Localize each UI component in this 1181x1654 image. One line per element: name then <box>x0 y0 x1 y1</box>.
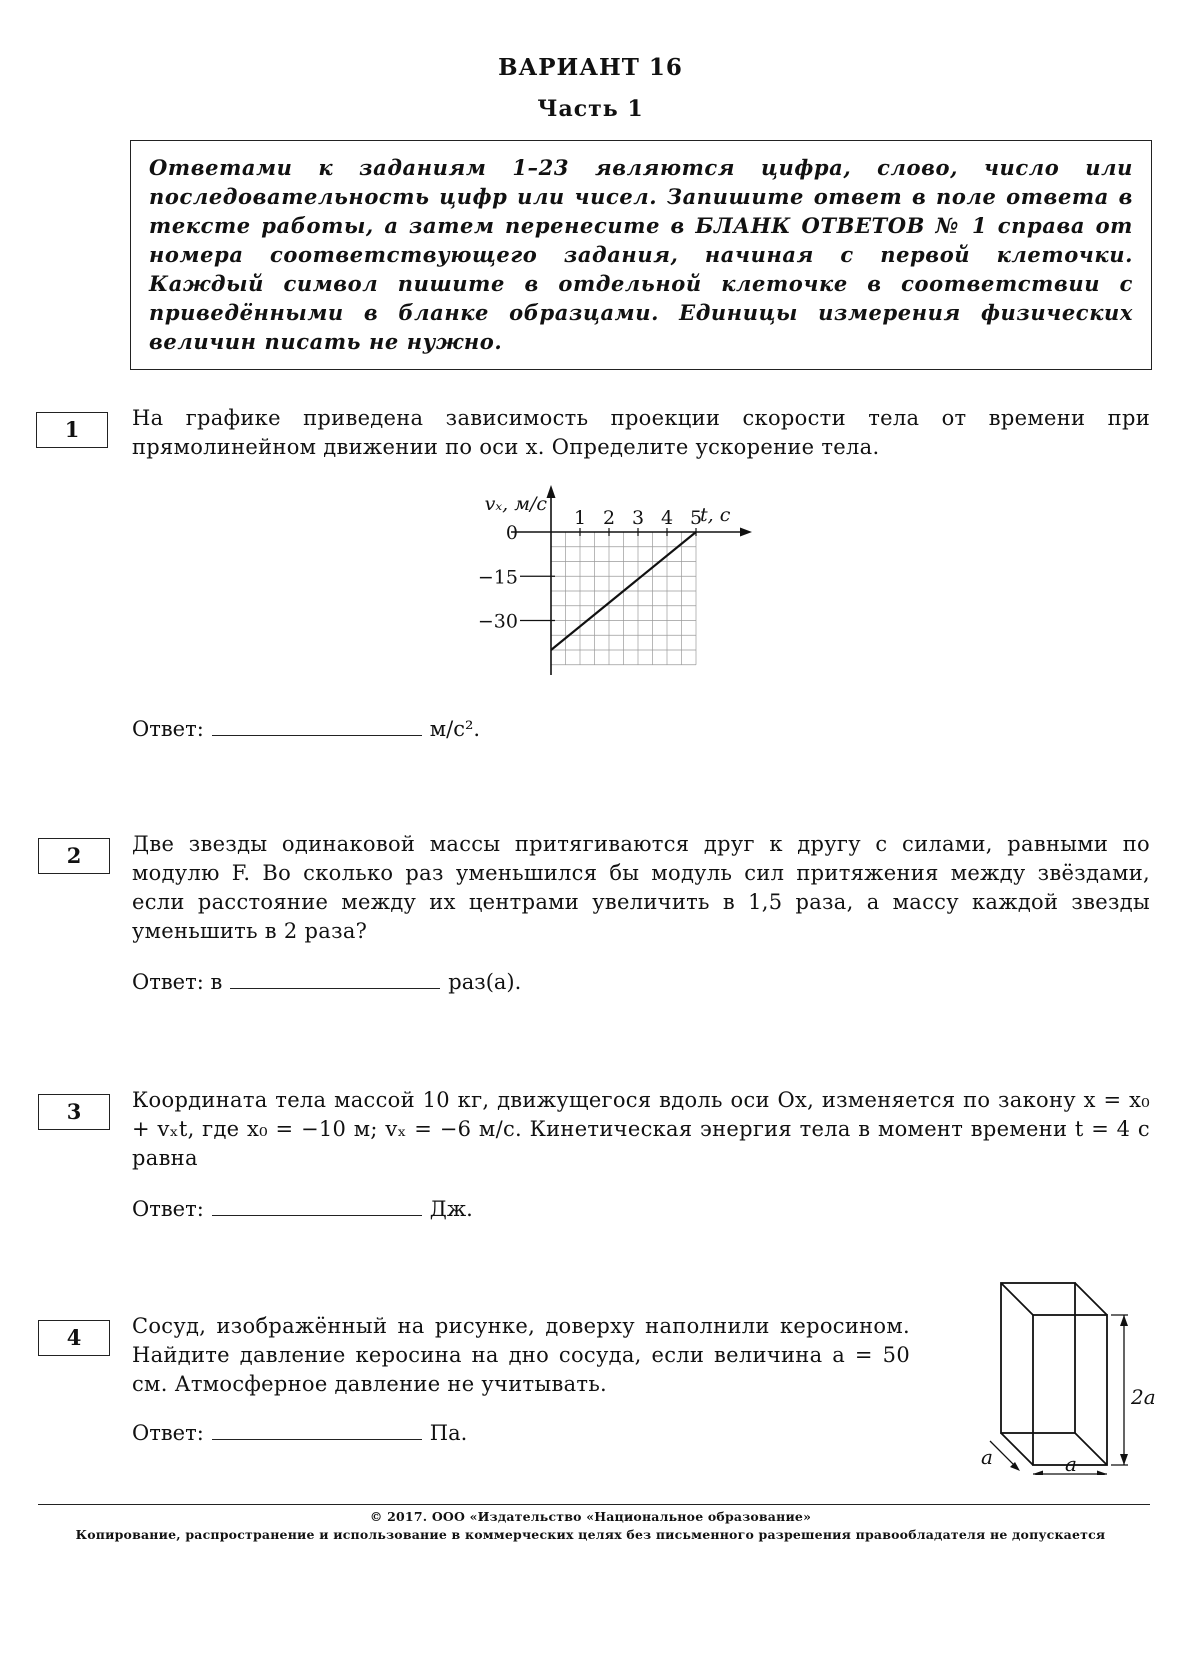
task-number-2: 2 <box>38 838 110 874</box>
task-1-answer-field[interactable] <box>212 715 422 736</box>
task-3-text: Координата тела массой 10 кг, движущегося вдоль оси Ox, изменяется по закону x = x₀ + vₓt, где x₀ = −10 м; vₓ = −6 м/с. Кинетическая энергия тела в момент времени t = 4 с равна <box>132 1088 1150 1170</box>
answer-unit: Па. <box>429 1421 468 1445</box>
task-1-answer-row <box>132 715 480 744</box>
height-label: 2a <box>1131 1385 1156 1409</box>
task-2-answer-row <box>132 968 521 997</box>
answer-unit: раз(а). <box>448 970 522 994</box>
task-4-answer-row <box>132 1419 467 1448</box>
width-arrow-left <box>1033 1471 1043 1476</box>
instructions-box: Ответами к заданиям 1–23 являются цифра, слово, число или последовательность цифр или чисел. Запишите ответ в поле ответа в тексте работы, а затем перенесите в БЛАНК ОТВЕТОВ № 1 справа от номера соответствующего задания, начиная с первой клеточки. Каждый символ пишите в отдельной клеточке в соответствии с приведёнными в бланке образцами. Единицы измерения физических величин писать не нужно. <box>130 140 1152 370</box>
variant-title: ВАРИАНТ 16 <box>498 54 683 81</box>
answer-unit: м/с². <box>429 717 481 741</box>
vessel-back-face <box>1001 1283 1075 1433</box>
x-tick-label: 3 <box>631 507 645 529</box>
x-tick-label: 5 <box>689 507 703 529</box>
velocity-time-graph <box>456 480 776 680</box>
answer-label: Ответ: <box>132 1421 204 1445</box>
part-title: Часть 1 <box>537 96 644 122</box>
height-arrow-top <box>1120 1315 1128 1326</box>
answer-label: Ответ: <box>132 717 204 741</box>
task-3-answer-row <box>132 1195 473 1224</box>
answer-label: Ответ: <box>132 1197 204 1221</box>
y-tick-label: −15 <box>477 566 518 589</box>
footer-notice: Копирование, распространение и использование в коммерческих целях без письменного разрешения правообладателя не допускается <box>75 1527 1106 1542</box>
vessel-edge <box>1075 1433 1107 1465</box>
task-number-1: 1 <box>36 412 108 448</box>
vessel-edge <box>1001 1433 1033 1465</box>
footer-divider <box>38 1504 1150 1505</box>
task-4-answer-field[interactable] <box>212 1419 422 1440</box>
vessel-edge <box>1075 1283 1107 1315</box>
y-tick-label: 0 <box>505 522 518 544</box>
width-arrow-right <box>1097 1471 1107 1476</box>
task-number-4: 4 <box>38 1320 110 1356</box>
t-axis-label: t, с <box>700 504 731 526</box>
vessel-front-face <box>1033 1315 1107 1465</box>
answer-label: Ответ: в <box>132 970 223 994</box>
chart-grid <box>551 532 696 665</box>
footer-copyright: © 2017. ООО «Издательство «Национальное образование» <box>369 1509 812 1524</box>
vessel-figure <box>968 1275 1168 1475</box>
task-3-answer-field[interactable] <box>212 1195 422 1216</box>
y-tick-label: −30 <box>477 610 518 633</box>
task-2-text: Две звезды одинаковой массы притягиваются друг к другу с силами, равными по модулю F. Во сколько раз уменьшился бы модуль сил притяжения между звёздами, если расстояние между их центрами увеличить в 1,5 раза, а массу каждой звезды уменьшить в 2 раза? <box>132 832 1150 943</box>
width-label: a <box>1065 1452 1077 1475</box>
t-axis-arrow <box>740 528 752 537</box>
task-4-text: Сосуд, изображённый на рисунке, доверху наполнили керосином. Найдите давление керосина на дно сосуда, если величина a = 50 см. Атмосферное давление не учитывать. <box>132 1314 910 1396</box>
task-number-3: 3 <box>38 1094 110 1130</box>
task-1-text: На графике приведена зависимость проекции скорости тела от времени при прямолинейном движении по оси x. Определите ускорение тела. <box>132 406 1150 459</box>
answer-unit: Дж. <box>429 1197 473 1221</box>
v-axis-label: vₓ, м/с <box>484 493 547 515</box>
v-axis-arrow <box>547 485 556 498</box>
task-2-answer-field[interactable] <box>230 968 440 989</box>
vessel-edge <box>1001 1283 1033 1315</box>
x-tick-label: 1 <box>573 507 587 529</box>
x-tick-label: 4 <box>660 507 674 529</box>
height-arrow-bottom <box>1120 1454 1128 1465</box>
depth-label: a <box>981 1445 993 1469</box>
x-tick-label: 2 <box>602 507 616 529</box>
